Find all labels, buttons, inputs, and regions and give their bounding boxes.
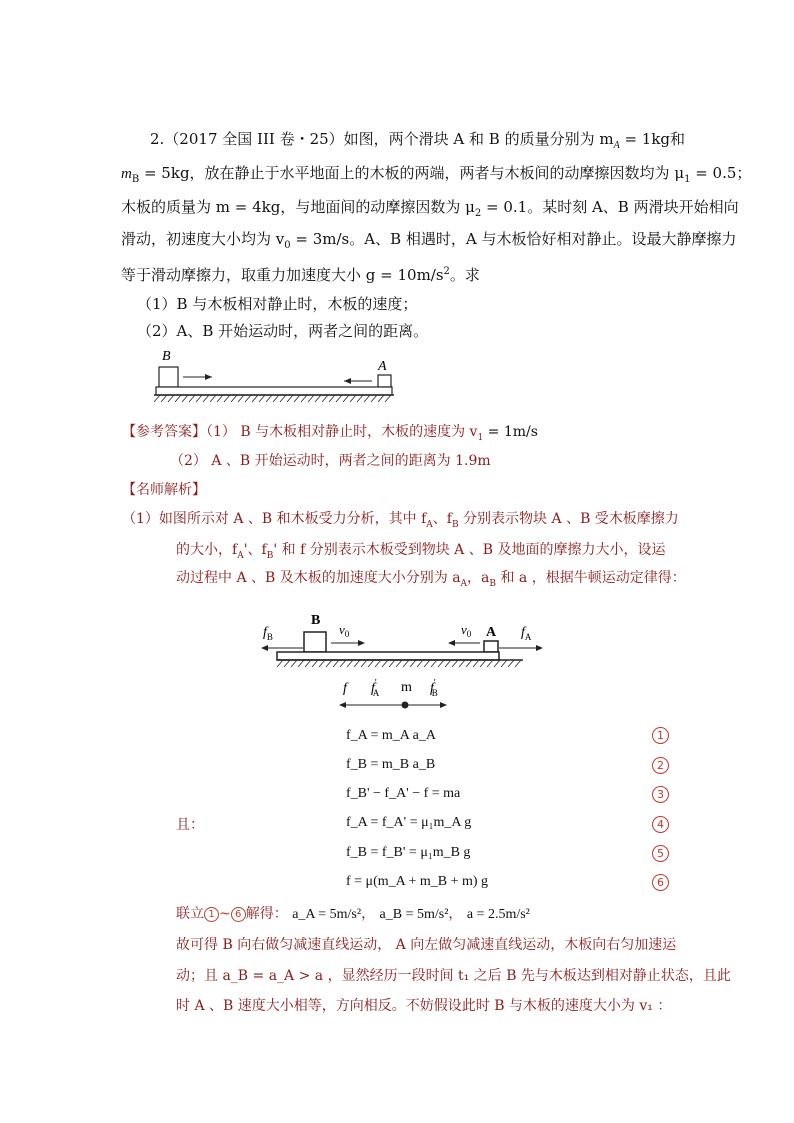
eq-num-4: 4 (652, 816, 669, 833)
and-label: 且： (176, 817, 204, 833)
hatch-mark (161, 395, 167, 402)
hatch-mark (189, 395, 195, 402)
hatch-mark (301, 395, 307, 402)
hatch-mark (280, 395, 286, 402)
eq-num-1: 1 (652, 727, 669, 744)
hatch-mark (322, 395, 328, 402)
hatch-mark (259, 395, 265, 402)
eq-num-3: 3 (652, 786, 669, 803)
eq-num-6: 6 (652, 874, 669, 891)
hatch-mark (361, 660, 367, 667)
hatch-mark (238, 395, 244, 402)
problem-line-4: 滑动，初速度大小均为 $v_0 = 3m/s$。A、B 相遇时，A 与木板恰好相对静止。设最大静摩擦力 (121, 230, 737, 251)
hatch-mark (217, 395, 223, 402)
eq-1: f_A = m_A a_A (346, 728, 436, 743)
solve-line: 联立 1 ~ 6 解得： a_A = 5m/s²， a_B = 5m/s²， a = 2.5m/s² (176, 906, 530, 922)
label-fA-prime: f' A (371, 678, 380, 698)
problem-figure (150, 345, 400, 410)
ground-hatch (154, 395, 391, 402)
label-B: B (311, 613, 321, 628)
hatch-mark (182, 395, 188, 402)
hatch-mark (168, 395, 174, 402)
analysis-tag: 【名师解析】 (122, 482, 206, 498)
hatch-mark (340, 660, 346, 667)
label-f: f (343, 681, 347, 696)
point-m (402, 702, 409, 709)
hatch-mark (196, 395, 202, 402)
board (156, 387, 392, 395)
eq-num-2: 2 (652, 757, 669, 774)
problem-line-5: 等于滑动摩擦力，取重力加速度大小 $g = 10m/s^2$。求 (121, 266, 480, 284)
eq-3: f_B' − f_A' − f = ma (346, 786, 461, 801)
conclusion-line-1: 故可得 B 向右做匀减速直线运动， A 向左做匀减速直线运动，木板向右匀加速运 (176, 937, 677, 953)
problem-line-1: 2.（2017 全国 III 卷・25）如图，两个滑块 A 和 B 的质量分别为 $m_A = 1kg$和 (150, 130, 686, 151)
hatch-mark (480, 660, 486, 667)
hatch-mark (333, 660, 339, 667)
hatch-mark (287, 395, 293, 402)
hatch-mark (175, 395, 181, 402)
hatch-mark (203, 395, 209, 402)
hatch-mark (291, 660, 297, 667)
hatch-mark (410, 660, 416, 667)
hatch-mark (266, 395, 272, 402)
label-fB: $f_B$ (263, 625, 273, 642)
problem-sub-2: （2）A、B 开始运动时，两者之间的距离。 (137, 322, 429, 340)
analysis-line-3: 动过程中 A 、B 及木板的加速度大小分别为 $a_A$，$a_B$ 和 a ，根据牛顿运动定律得： (176, 570, 686, 589)
hatch-mark (273, 395, 279, 402)
hatch-mark (210, 395, 216, 402)
analysis-line-2: 的大小，$f_A'$、$f_B'$ 和 f 分别表示木板受到物块 A 、B 及地面的摩擦力大小，设运 (176, 542, 666, 561)
label-m: m (401, 680, 412, 695)
eq-num-5: 5 (652, 845, 669, 862)
hatch-mark (319, 660, 325, 667)
hatch-mark (378, 395, 384, 402)
hatch-mark (305, 660, 311, 667)
hatch-mark (385, 395, 391, 402)
hatch-mark (375, 660, 381, 667)
label-v0-a: $v_0$ (461, 622, 472, 639)
analysis-line-1: （1）如图所示对 A 、B 和木板受力分析，其中 $f_A$、$f_B$ 分别表示物块 A 、B 受木板摩擦力 (122, 511, 679, 530)
hatch-mark (396, 660, 402, 667)
hatch-mark (508, 660, 514, 667)
hatch-mark (368, 660, 374, 667)
hatch-mark (466, 660, 472, 667)
eq-5: f_B = f_B' = μ₁m_B g (346, 845, 471, 860)
hatch-mark (350, 395, 356, 402)
hatch-mark (494, 660, 500, 667)
figure1-label-a: A (378, 359, 387, 374)
problem-line-2: $m_B = 5kg$，放在静止于水平地面上的木板的两端，两者与木板间的动摩擦因数均为 $\mu_1 = 0.5$； (121, 164, 752, 185)
hatch-mark (417, 660, 423, 667)
block-b-2 (304, 632, 326, 652)
force-diagram (255, 612, 555, 717)
hatch-mark (294, 395, 300, 402)
hatch-mark (473, 660, 479, 667)
hatch-mark (431, 660, 437, 667)
hatch-mark (357, 395, 363, 402)
hatch-mark (364, 395, 370, 402)
hatch-mark (277, 660, 283, 667)
hatch-mark (389, 660, 395, 667)
label-v0-b: $v_0$ (339, 622, 350, 639)
hatch-mark (452, 660, 458, 667)
hatch-mark (438, 660, 444, 667)
hatch-mark (336, 395, 342, 402)
block-a-2 (484, 641, 498, 652)
hatch-mark (329, 395, 335, 402)
conclusion-line-2: 动；且 a_B = a_A > a ，显然经历一段时间 t₁ 之后 B 先与木板达到相对静止状态，且此 (176, 968, 731, 984)
problem-line-3: 木板的质量为 m = 4kg，与地面间的动摩擦因数为 $\mu_2 = 0.1$。某时刻 A、B 两滑块开始相向 (121, 198, 739, 219)
conclusion-line-3: 时 A 、B 速度大小相等，方向相反。不妨假设此时 B 与木板的速度大小为 v₁ ： (176, 998, 672, 1014)
hatch-mark (298, 660, 304, 667)
problem-sub-1: （1）B 与木板相对静止时，木板的速度； (137, 295, 418, 313)
hatch-mark (382, 660, 388, 667)
block-b (159, 367, 178, 387)
block-a (378, 375, 391, 387)
label-A: A (486, 625, 497, 640)
hatch-mark (371, 395, 377, 402)
hatch-mark (347, 660, 353, 667)
hatch-mark (252, 395, 258, 402)
hatch-mark (231, 395, 237, 402)
ground-hatch-2 (277, 660, 521, 667)
eq-2: f_B = m_B a_B (346, 757, 436, 772)
label-fB-prime: f' B (430, 678, 438, 698)
hatch-mark (445, 660, 451, 667)
answer-line-2: （2） A 、B 开始运动时，两者之间的距离为 1.9m (170, 453, 491, 469)
hatch-mark (354, 660, 360, 667)
eq-6: f = μ(m_A + m_B + m) g (346, 874, 489, 889)
hatch-mark (501, 660, 507, 667)
hatch-mark (224, 395, 230, 402)
figure1-label-b: B (162, 349, 171, 364)
hatch-mark (308, 395, 314, 402)
hatch-mark (403, 660, 409, 667)
hatch-mark (245, 395, 251, 402)
eq-4: f_A = f_A' = μ₁m_A g (346, 815, 472, 830)
hatch-mark (343, 395, 349, 402)
hatch-mark (312, 660, 318, 667)
hatch-mark (154, 395, 160, 402)
hatch-mark (459, 660, 465, 667)
hatch-mark (424, 660, 430, 667)
hatch-mark (315, 395, 321, 402)
hatch-mark (326, 660, 332, 667)
board-2 (277, 652, 499, 660)
hatch-mark (515, 660, 521, 667)
label-fA: $f_A$ (521, 625, 532, 642)
answer-line-1: 【参考答案】（1） B 与木板相对静止时，木板的速度为 $v_1 = 1m/s$ (122, 424, 538, 443)
hatch-mark (284, 660, 290, 667)
hatch-mark (487, 660, 493, 667)
